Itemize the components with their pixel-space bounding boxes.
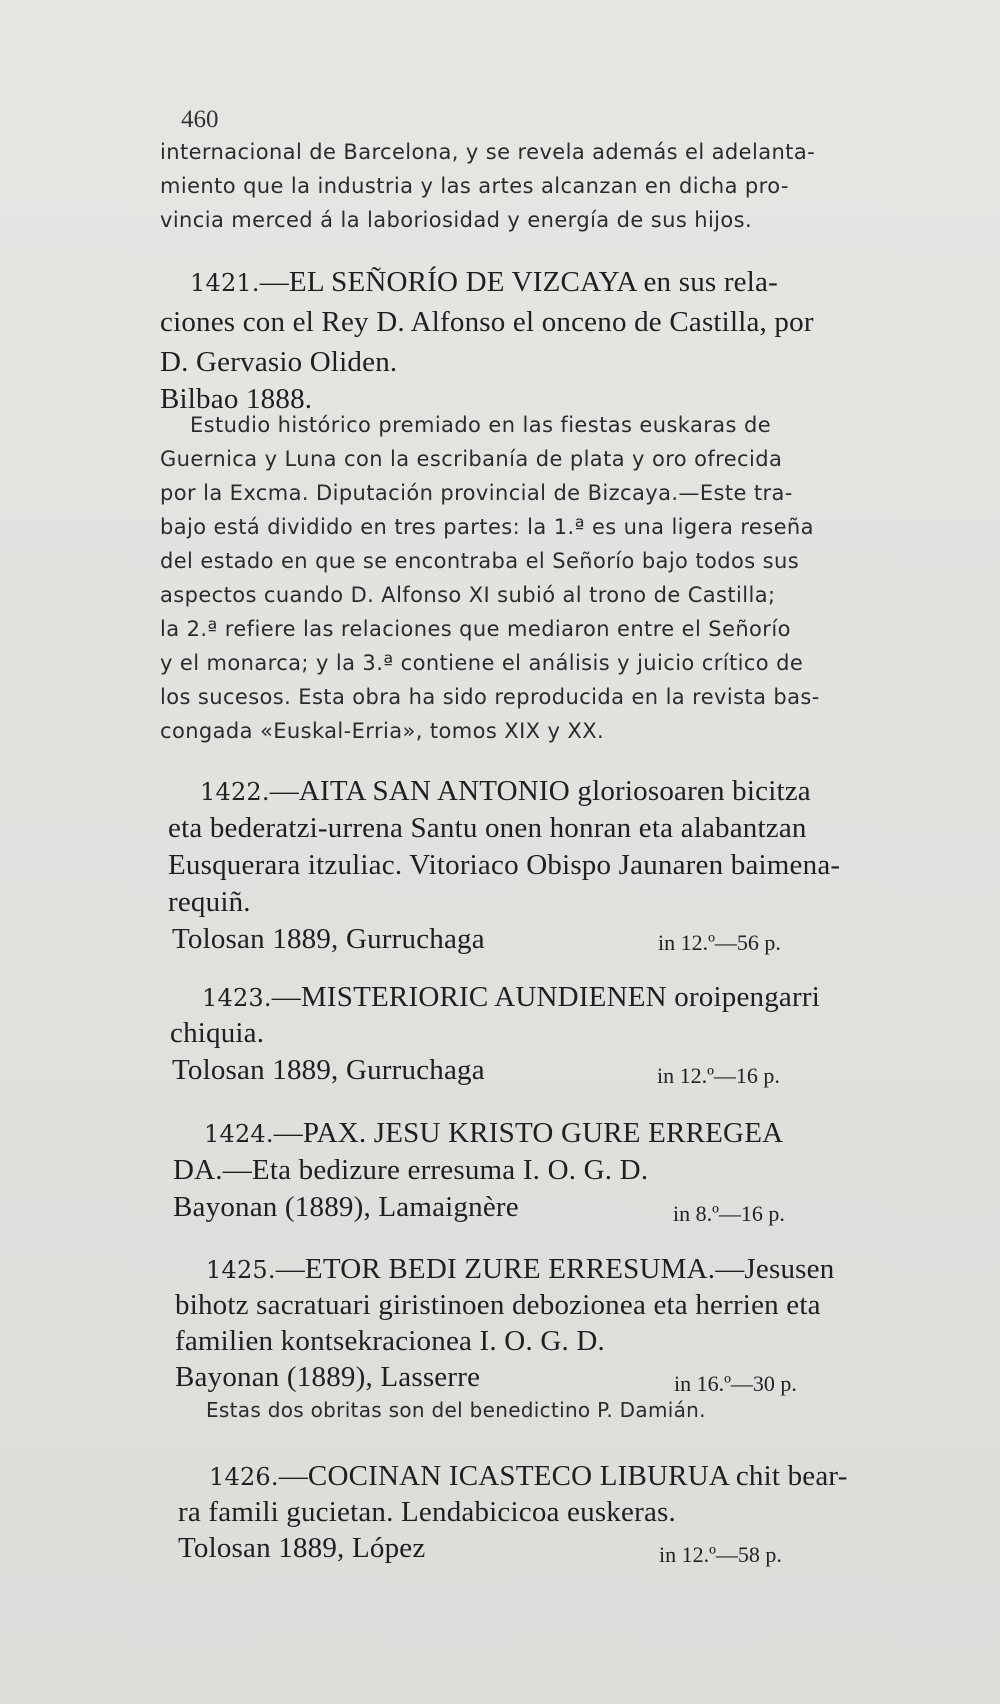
entry-format: in 8.º—16 p.: [673, 1201, 785, 1226]
entry-title: —MISTERIORIC AUNDIENEN oroipengarri: [271, 981, 820, 1013]
description-line: los sucesos. Esta obra ha sido reproducida en la revista bas-: [160, 685, 820, 709]
entry-title: —ETOR BEDI ZURE ERRESUMA.—Jesusen: [275, 1253, 835, 1285]
entry-title-line: [206, 1253, 834, 1286]
entry-imprint: Tolosan 1889, López: [178, 1532, 426, 1564]
entry-imprint: Bilbao 1888.: [160, 383, 313, 415]
entry-number: 1424.: [204, 1120, 274, 1148]
description-line: congada «Euskal-Erria», tomos XIX y XX.: [160, 719, 605, 743]
entry-title-line: [204, 1117, 783, 1150]
entry-title-line: D. Gervasio Oliden.: [160, 346, 398, 378]
description-line: y el monarca; y la 3.ª contiene el análisis y juicio crítico de: [160, 651, 804, 675]
entry-imprint: Tolosan 1889, Gurruchaga: [172, 1054, 485, 1086]
entry-number: 1423.: [202, 984, 272, 1012]
entry-title-line: requiñ.: [168, 886, 251, 918]
entry-title-line: chiquia.: [170, 1017, 265, 1049]
entry-title-line: [209, 1460, 848, 1493]
entry-title-line: [200, 775, 811, 808]
description-line: aspectos cuando D. Alfonso XI subió al trono de Castilla;: [160, 583, 776, 607]
intro-line: miento que la industria y las artes alcanzan en dicha pro-: [160, 174, 789, 198]
entry-imprint: Tolosan 1889, Gurruchaga: [172, 923, 485, 955]
entry-format: in 16.º—30 p.: [674, 1371, 797, 1396]
description-line: Estudio histórico premiado en las fiestas euskaras de: [190, 413, 772, 437]
entry-number: 1425.: [206, 1256, 276, 1284]
description-line: bajo está dividido en tres partes: la 1.ª es una ligera reseña: [160, 515, 814, 539]
entry-note: Estas dos obritas son del benedictino P. Damián.: [206, 1398, 706, 1422]
entry-title-line: DA.—Eta bedizure erresuma I. O. G. D.: [173, 1154, 649, 1186]
entry-title-line: ciones con el Rey D. Alfonso el onceno de Castilla, por: [160, 306, 814, 338]
intro-line: internacional de Barcelona, y se revela además el adelanta-: [160, 140, 816, 164]
entry-number: 1421.: [190, 269, 260, 297]
page-number: 460: [181, 106, 219, 133]
entry-title-line: Eusquerara itzuliac. Vitoriaco Obispo Jaunaren baimena-: [168, 849, 841, 881]
entry-title-line: bihotz sacratuari giristinoen debozionea eta herrien eta: [175, 1289, 821, 1321]
entry-title: —COCINAN ICASTECO LIBURUA chit bear-: [278, 1460, 848, 1492]
entry-format: in 12.º—16 p.: [657, 1063, 780, 1088]
entry-imprint: Bayonan (1889), Lasserre: [175, 1361, 481, 1393]
description-line: del estado en que se encontraba el Señorío bajo todos sus: [160, 549, 800, 573]
description-line: la 2.ª refiere las relaciones que mediaron entre el Señorío: [160, 617, 791, 641]
entry-title: —AITA SAN ANTONIO gloriosoaren bicitza: [269, 775, 811, 807]
description-line: Guernica y Luna con la escribanía de plata y oro ofrecida: [160, 447, 783, 471]
description-line: por la Excma. Diputación provincial de Bizcaya.—Este tra-: [160, 481, 793, 505]
entry-title-line: [190, 266, 778, 299]
entry-number: 1426.: [209, 1463, 279, 1491]
entry-title-line: [202, 981, 820, 1014]
entry-number: 1422.: [200, 778, 270, 806]
entry-format: in 12.º—58 p.: [659, 1542, 782, 1567]
entry-format: in 12.º—56 p.: [658, 930, 781, 955]
entry-title: —PAX. JESU KRISTO GURE ERREGEA: [273, 1117, 784, 1149]
intro-line: vincia merced á la laboriosidad y energía de sus hijos.: [160, 208, 753, 232]
entry-imprint: Bayonan (1889), Lamaignère: [173, 1191, 519, 1223]
entry-title-line: familien kontsekracionea I. O. G. D.: [175, 1325, 605, 1357]
entry-title-line: eta bederatzi-urrena Santu onen honran eta alabantzan: [168, 812, 807, 844]
entry-title-line: ra famili gucietan. Lendabicicoa euskeras.: [178, 1496, 676, 1528]
entry-title: —EL SEÑORÍO DE VIZCAYA en sus rela-: [259, 266, 778, 298]
